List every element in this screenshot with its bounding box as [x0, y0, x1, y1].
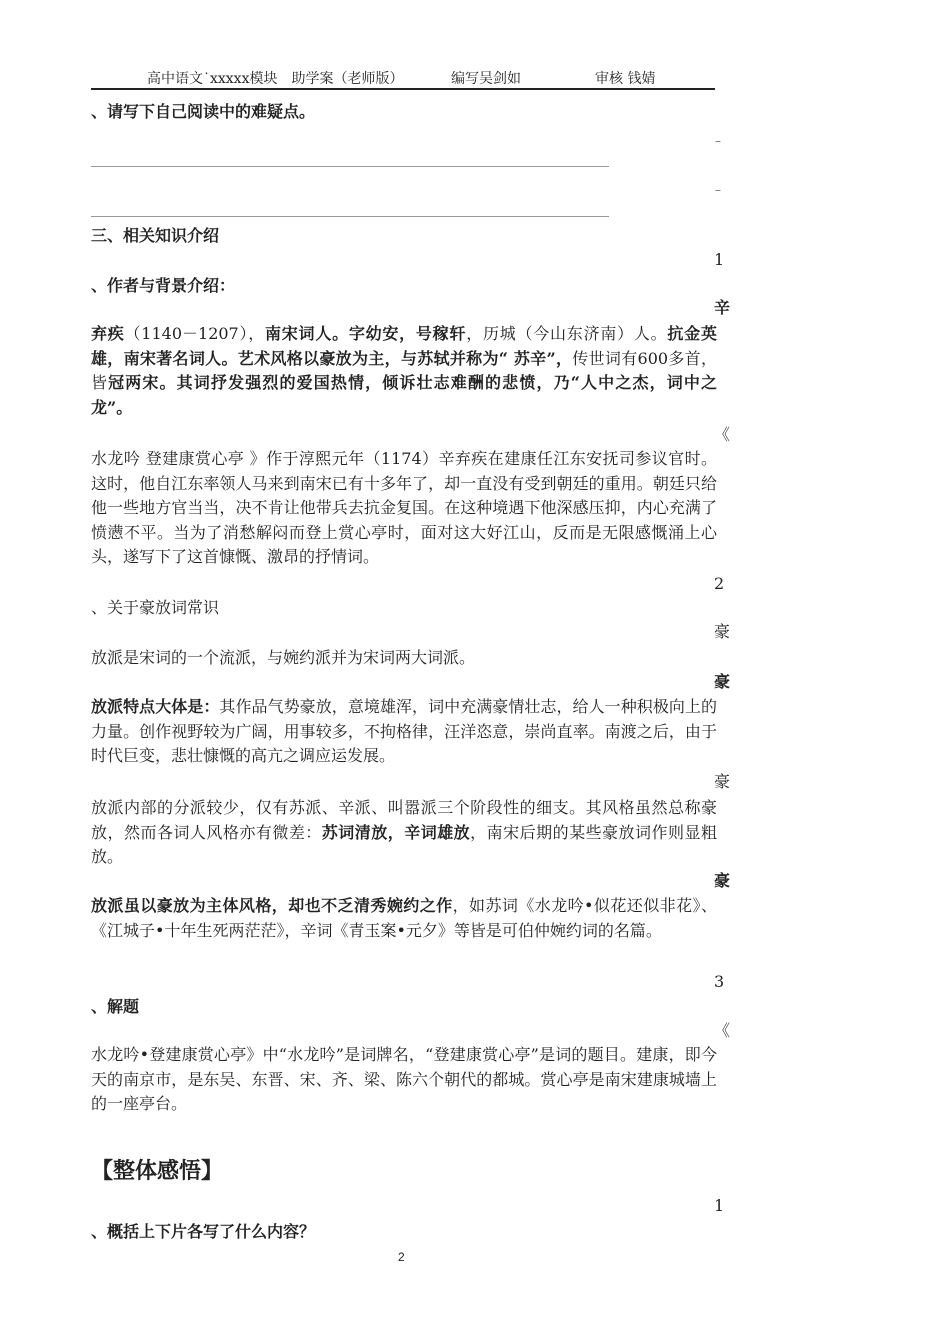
margin-marker: 豪 — [714, 672, 731, 691]
summary-question: 、概括上下片各写了什么内容？ — [91, 1222, 316, 1241]
margin-marker: 辛 — [714, 298, 731, 317]
text-bold: 冠两宋。其词抒发强烈的爱国热情，倾诉壮志难酬的悲愤，乃“人中之杰，词中之龙”。 — [91, 373, 717, 417]
margin-marker: 1 — [714, 1196, 725, 1215]
text: 其作品气势豪放，意境雄浑，词中充满豪情壮志，给人一种积极向上的力量。创作视野较为广阔，用事较多，不拘格律，汪洋恣意，崇尚直率。南渡之后，由于时代巨变，悲壮慷慨的高亢之调应运发展。 — [91, 697, 717, 765]
margin-marker: 豪 — [714, 871, 731, 890]
title-explanation-paragraph: 水龙吟•登建康赏心亭》中“水龙吟”是词牌名，“登建康赏心亭”是词的题目。建康，即今天的南京市，是东吴、东晋、宋、齐、梁、陈六个朝代的都城。赏心亭是南宋建康城墙上的一座亭台。 — [91, 1045, 717, 1113]
difficulty-question: 、请写下自己阅读中的难疑点。 — [91, 102, 316, 121]
background-paragraph: 水龙吟 登建康赏心亭 》作于淳熙元年（1174）辛弃疾在建康任江东安抚司参议官时。这时，他自江东率领人马来到南宋已有十多年了，却一直没有受到朝廷的重用。朝廷只给他一些地方官当当，决不肯让他带兵去抗金复国。在这种境遇下他深感压抑，内心充满了愤懑不平。当为了消愁解闷而登上赏心亭时，面对这大好江山，反而是无限感慨涌上心头，遂写下了这首慷慨、激昂的抒情词。 — [91, 449, 717, 566]
haofang-paragraph-4 — [91, 894, 717, 943]
page-number: 2 — [398, 1250, 405, 1264]
margin-marker: 豪 — [714, 622, 731, 641]
margin-dash: – — [715, 134, 721, 148]
text: ，南宋后期的某些豪放词作则显粗放。 — [91, 822, 717, 866]
text-bold: 弃疾 — [91, 324, 125, 343]
margin-marker: 《 — [714, 1021, 731, 1040]
text: ，如苏词《水龙吟•似花还似非花》、《江城子•十年生死两茫茫》，辛词《青玉案•元夕》等皆是可伯仲婉约词的名篇。 — [91, 896, 717, 940]
answer-line — [91, 166, 609, 167]
text-bold: 抗金英雄，南宋著名词人。艺术风格以豪放为主，与苏轼并称为“ 苏辛”， — [91, 324, 717, 368]
text: （1140－1207）， — [124, 324, 266, 343]
section-title: 三、相关知识介绍 — [91, 226, 220, 245]
author-paragraph — [91, 322, 717, 420]
section-heading: 【整体感悟】 — [91, 1158, 224, 1184]
margin-dash: – — [715, 183, 721, 197]
haofang-paragraph-1: 放派是宋词的一个流派，与婉约派并为宋词两大词派。 — [91, 648, 476, 667]
header-author: 编写吴剑如 — [451, 71, 521, 87]
text-bold: 苏词清放，辛词雄放 — [321, 822, 471, 842]
subsection-title: 、关于豪放词常识 — [91, 598, 220, 617]
subsection-title: 、作者与背景介绍： — [91, 276, 236, 295]
margin-marker: 2 — [714, 574, 725, 593]
header-title: 高中语文˙xxxxx模块 助学案（老师版） — [147, 71, 404, 87]
text: ，历城（今山东济南）人。 — [466, 324, 668, 343]
margin-marker: 《 — [714, 425, 731, 444]
haofang-paragraph-3 — [91, 796, 717, 870]
margin-marker: 1 — [714, 250, 725, 269]
text-bold: 南宋词人。字幼安，号稼轩 — [265, 324, 467, 343]
text-bold: 放派特点大体是： — [91, 697, 220, 716]
margin-marker: 豪 — [714, 772, 731, 791]
haofang-paragraph-2 — [91, 695, 717, 769]
text: 放派内部的分派较少，仅有苏派、辛派、叫嚣派三个阶段性的细支。其风格虽然总称豪放，然而各词人风格亦有微差： — [91, 798, 717, 842]
answer-line — [91, 216, 609, 217]
margin-marker: 3 — [714, 972, 725, 991]
subsection-title: 、解题 — [91, 997, 140, 1016]
page-header — [91, 68, 715, 90]
header-reviewer: 审核 钱婧 — [595, 71, 656, 87]
text-bold: 放派虽以豪放为主体风格，却也不乏清秀婉约之作 — [91, 896, 453, 915]
text: 传世词有600多首，皆 — [91, 348, 717, 392]
